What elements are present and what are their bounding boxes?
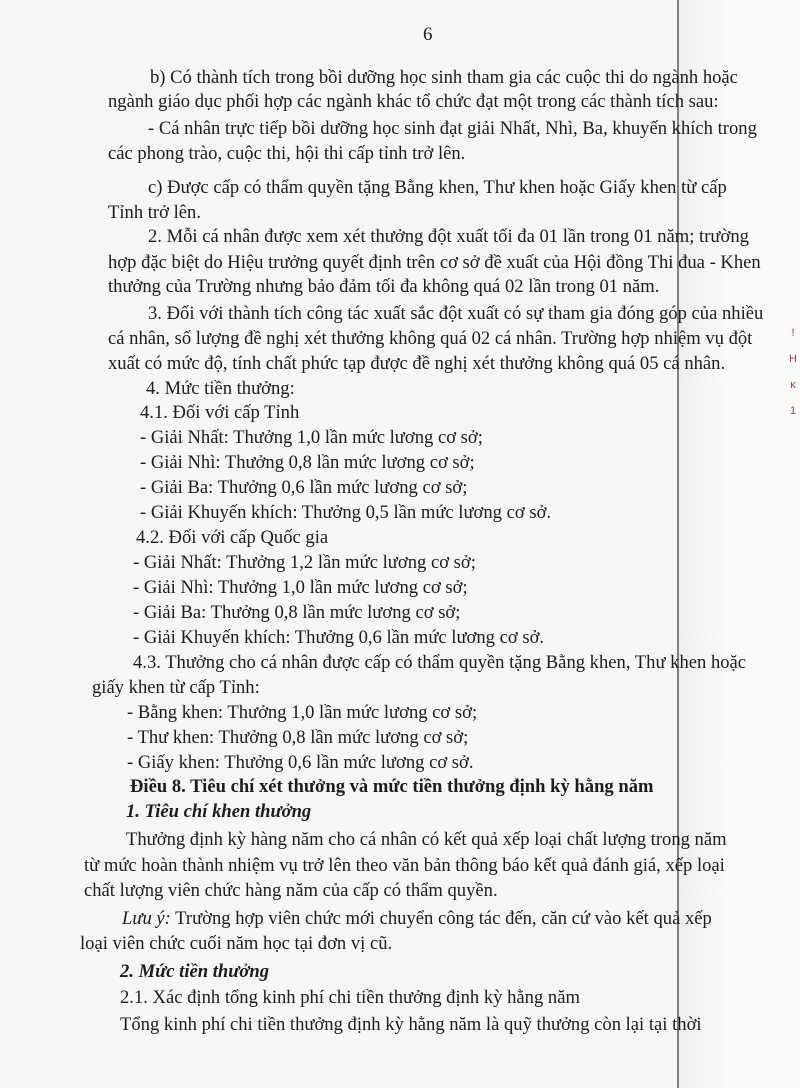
note-text: Trường hợp viên chức mới chuyển công tác đến, căn cứ vào kết quả xếp bbox=[170, 908, 712, 929]
list-item: - Giải Ba: Thưởng 0,8 lần mức lương cơ sở; bbox=[133, 602, 461, 623]
paragraph-line: 4.2. Đối với cấp Quốc gia bbox=[136, 527, 329, 548]
paragraph-line: - Cá nhân trực tiếp bồi dưỡng học sinh đạt giải Nhất, Nhì, Ba, khuyến khích trong bbox=[148, 118, 757, 139]
paragraph-line: xuất có mức độ, tính chất phức tạp được đề nghị xét thưởng không quá 05 cá nhân. bbox=[108, 353, 726, 374]
list-item: - Giải Ba: Thưởng 0,6 lần mức lương cơ sở; bbox=[140, 477, 468, 498]
list-item: - Giải Nhì: Thưởng 0,8 lần mức lương cơ sở; bbox=[140, 452, 475, 473]
page-number: 6 bbox=[423, 24, 433, 45]
paragraph-line: Thưởng định kỳ hàng năm cho cá nhân có kết quả xếp loại chất lượng trong năm bbox=[126, 829, 727, 850]
paragraph-line: 2.1. Xác định tổng kinh phí chi tiền thưởng định kỳ hằng năm bbox=[120, 987, 580, 1008]
paragraph-line: cá nhân, số lượng đề nghị xét thưởng không quá 02 cá nhân. Trường hợp nhiệm vụ đột bbox=[108, 328, 753, 349]
margin-mark: 1 bbox=[789, 405, 797, 417]
list-item: - Thư khen: Thưởng 0,8 lần mức lương cơ sở; bbox=[127, 727, 469, 748]
list-item: - Giải Khuyến khích: Thưởng 0,6 lần mức lương cơ sở. bbox=[133, 627, 545, 648]
list-item: - Bằng khen: Thưởng 1,0 lần mức lương cơ sở; bbox=[127, 702, 478, 723]
paragraph-line: loại viên chức cuối năm học tại đơn vị cũ. bbox=[80, 933, 393, 954]
margin-mark: ĸ bbox=[790, 379, 796, 391]
list-item: - Giải Nhì: Thưởng 1,0 lần mức lương cơ sở; bbox=[133, 577, 468, 598]
article-heading: Điều 8. Tiêu chí xét thưởng và mức tiền thưởng định kỳ hằng năm bbox=[130, 776, 654, 797]
paragraph-line: giấy khen từ cấp Tỉnh: bbox=[92, 677, 260, 698]
note-line bbox=[122, 908, 712, 930]
note-label: Lưu ý: bbox=[122, 908, 171, 929]
margin-mark: ! bbox=[791, 327, 795, 339]
paragraph-line: 2. Mỗi cá nhân được xem xét thưởng đột xuất tối đa 01 lần trong 01 năm; trường bbox=[148, 226, 749, 247]
paragraph-line: ngành giáo dục phối hợp các ngành khác tổ chức đạt một trong các thành tích sau: bbox=[108, 91, 719, 112]
list-item: - Giải Nhất: Thưởng 1,2 lần mức lương cơ sở; bbox=[133, 552, 476, 573]
section-heading: 1. Tiêu chí khen thưởng bbox=[126, 801, 312, 822]
paragraph-line: 4. Mức tiền thưởng: bbox=[146, 378, 295, 399]
paragraph-line: các phong trào, cuộc thi, hội thi cấp tỉnh trở lên. bbox=[108, 143, 466, 164]
paragraph-line: Tỉnh trở lên. bbox=[108, 202, 201, 223]
paragraph-line: chất lượng viên chức hàng năm của cấp có thẩm quyền. bbox=[84, 880, 498, 901]
margin-mark: H bbox=[789, 353, 797, 365]
paragraph-line: 4.3. Thưởng cho cá nhân được cấp có thẩm quyền tặng Bằng khen, Thư khen hoặc bbox=[133, 652, 747, 673]
paragraph-line: hợp đặc biệt do Hiệu trưởng quyết định trên cơ sở đề xuất của Hội đồng Thi đua - Khen bbox=[108, 252, 761, 273]
list-item: - Giải Khuyến khích: Thưởng 0,5 lần mức lương cơ sở. bbox=[140, 502, 552, 523]
paragraph-line: b) Có thành tích trong bồi dưỡng học sinh tham gia các cuộc thi do ngành hoặc bbox=[150, 67, 738, 88]
paragraph-line: c) Được cấp có thẩm quyền tặng Bằng khen, Thư khen hoặc Giấy khen từ cấp bbox=[148, 177, 727, 198]
paragraph-line: Tổng kinh phí chi tiền thưởng định kỳ hằng năm là quỹ thưởng còn lại tại thời bbox=[120, 1014, 702, 1035]
paragraph-line: 3. Đối với thành tích công tác xuất sắc đột xuất có sự tham gia đóng góp của nhiều bbox=[148, 303, 764, 324]
list-item: - Giải Nhất: Thưởng 1,0 lần mức lương cơ sở; bbox=[140, 427, 483, 448]
section-heading: 2. Mức tiền thưởng bbox=[120, 961, 270, 982]
paragraph-line: từ mức hoàn thành nhiệm vụ trở lên theo văn bản thông báo kết quả đánh giá, xếp loại bbox=[84, 855, 725, 876]
list-item: - Giấy khen: Thưởng 0,6 lần mức lương cơ sở. bbox=[127, 752, 474, 773]
paragraph-line: 4.1. Đối với cấp Tỉnh bbox=[140, 402, 300, 423]
paragraph-line: thưởng của Trường nhưng bảo đảm tối đa không quá 02 lần trong 01 năm. bbox=[108, 276, 660, 297]
